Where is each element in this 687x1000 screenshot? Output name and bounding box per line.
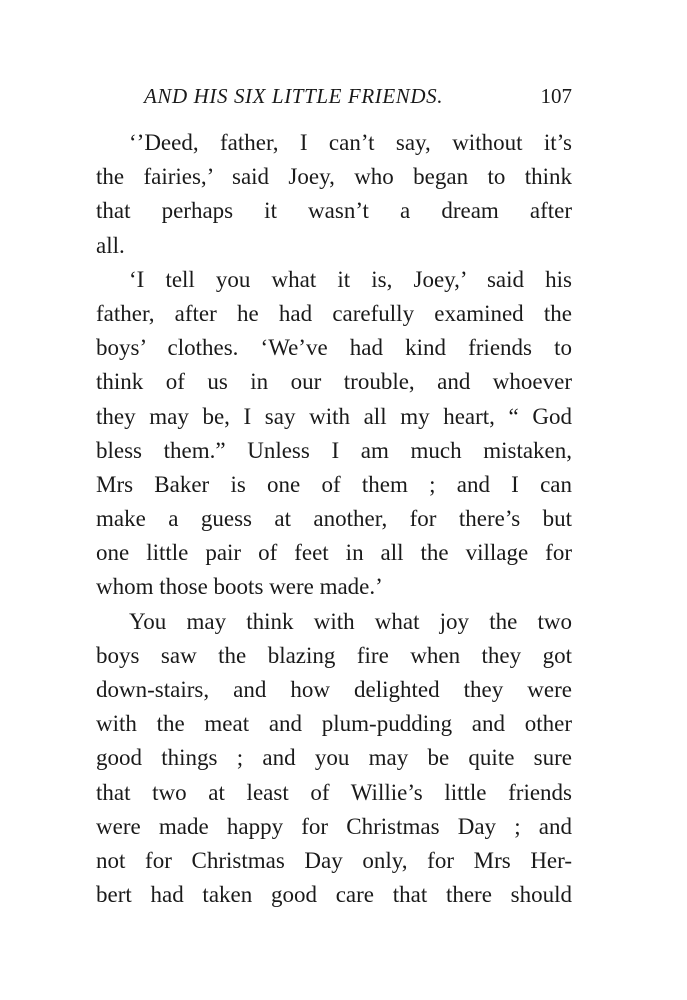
text-line: boys’ clothes. ‘We’ve had kind friends to [96,335,572,361]
text-line: ‘’Deed, father, I can’t say, without it’s [129,130,572,155]
text-line: down-stairs, and how delighted they were [96,677,572,702]
text-line: one little pair of feet in all the village for [96,540,572,566]
text-line: they may be, I say with all my heart, “ God [96,403,572,429]
text-line: boys saw the blazing fire when they got [96,642,572,668]
text-line: were made happy for Christmas Day ; and [96,813,572,839]
text-line: whom those boots were made.’ [96,574,383,600]
text-line: think of us in our trouble, and whoever [96,369,572,395]
text-line: father, after he had carefully examined the [96,300,572,326]
text-line: that perhaps it wasn’t a dream after [96,198,572,224]
body-text [96,126,572,912]
text-line: the fairies,’ said Joey, who began to think [96,164,572,190]
text-line: not for Christmas Day only, for Mrs Her- [96,847,572,873]
page-header [96,84,572,114]
text-line: with the meat and plum-pudding and other [96,711,572,737]
text-line: You may think with what joy the two [129,608,572,634]
text-line: all. [96,232,125,258]
text-line: ‘I tell you what it is, Joey,’ said his [129,266,572,292]
page-number: 107 [540,84,572,108]
text-line: Mrs Baker is one of them ; and I can [96,471,572,497]
running-title: AND HIS SIX LITTLE FRIENDS. [144,84,444,108]
text-line: bless them.” Unless I am much mistaken, [96,437,572,463]
text-line: good things ; and you may be quite sure [96,745,572,771]
text-line: that two at least of Willie’s little friends [96,779,572,805]
text-line: make a guess at another, for there’s but [96,506,572,532]
text-line: bert had taken good care that there should [96,882,572,908]
